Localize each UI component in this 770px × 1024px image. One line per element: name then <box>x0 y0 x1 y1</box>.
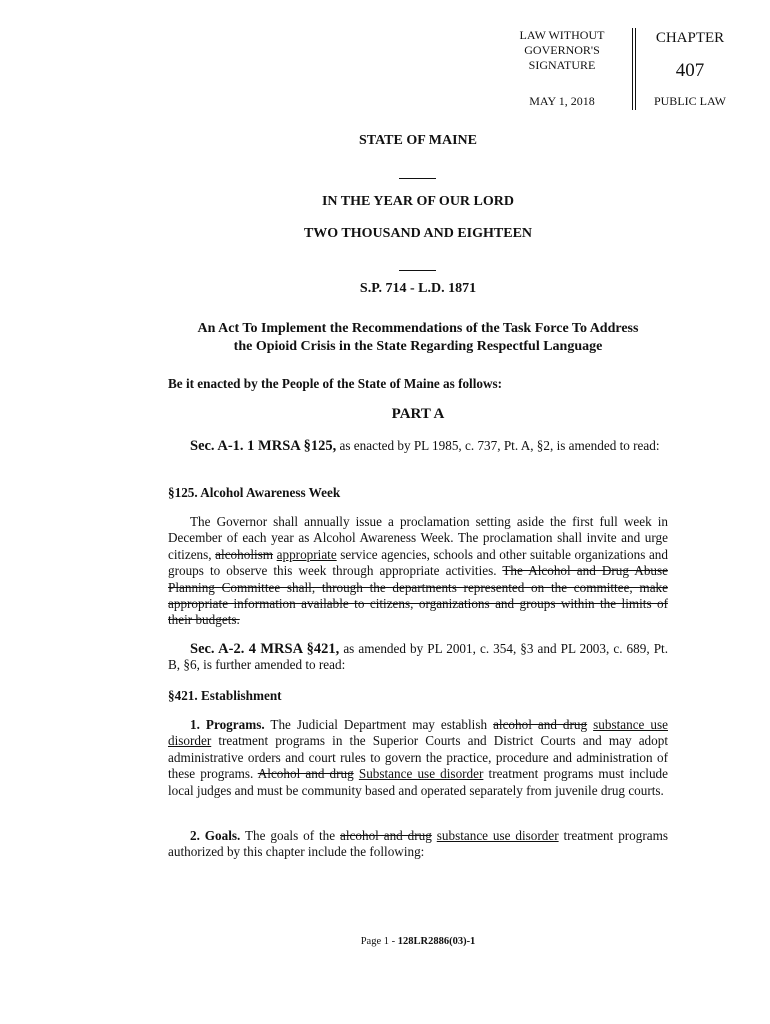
text-run: treatment programs must include local judges and must be community based and operated separately from juvenile drug courts. <box>168 766 668 798</box>
section-heading: §421. Establishment <box>168 688 282 703</box>
inserted-text: Substance use disorder <box>358 766 484 782</box>
inserted-text: substance use disorder <box>168 717 668 749</box>
document-code: 128LR2886(03)-1 <box>397 936 476 947</box>
deleted-text: alcohol and drug <box>493 717 588 732</box>
enactment-status <box>500 28 624 73</box>
text-run: treatment programs authorized by this chapter include the following: <box>168 828 669 860</box>
inserted-text: appropriate <box>276 546 337 562</box>
act-title <box>168 320 668 356</box>
enactment-date: MAY 1, 2018 <box>529 94 595 108</box>
bill-number: S.P. 714 - L.D. 1871 <box>359 281 477 296</box>
status-line: GOVERNOR'S <box>524 43 600 57</box>
text-run: The goals of the <box>240 828 341 843</box>
chapter-number: 407 <box>675 60 705 81</box>
act-title-line: An Act To Implement the Recommendations of the Task Force To Address <box>197 321 639 336</box>
section-rule <box>399 178 436 179</box>
state-title: STATE OF MAINE <box>359 133 477 148</box>
section-text: as amended by PL 2001, c. 354, §3 and PL 2003, c. 689, Pt. B, §6, is further amended to read: <box>168 641 668 673</box>
subsection-label: 1. Programs. <box>190 717 265 732</box>
year-line-2: TWO THOUSAND AND EIGHTEEN <box>303 226 533 241</box>
part-heading: PART A <box>391 406 445 422</box>
deleted-text: alcoholism <box>215 546 274 562</box>
inserted-text: substance use disorder <box>436 828 559 843</box>
text-run: treatment programs in the Superior Courts and District Courts and may adopt administrative orders and court rules to govern the practice, procedure and administration of these programs. <box>168 733 668 782</box>
section-a2 <box>168 641 668 674</box>
chapter-label: CHAPTER <box>655 30 725 46</box>
section-citation: Sec. A-2. 4 MRSA §421, <box>190 641 340 657</box>
status-line: SIGNATURE <box>528 58 596 72</box>
text-run: The Judicial Department may establish <box>264 717 494 732</box>
deleted-text: The Alcohol and Drug Abuse Planning Committee shall, through the departments represented on the committee, make appropriate information available to citizens, organizations and groups within the limits of their budgets. <box>168 563 668 628</box>
status-line: LAW WITHOUT <box>519 28 605 42</box>
section-rule <box>399 270 436 271</box>
subsection-programs <box>168 717 668 799</box>
section-text: as enacted by PL 1985, c. 737, Pt. A, §2, is amended to read: <box>336 438 660 453</box>
deleted-text: alcohol and drug <box>340 828 432 843</box>
page-footer <box>168 936 668 947</box>
section-heading: §125. Alcohol Awareness Week <box>168 485 341 500</box>
section-125-paragraph <box>168 514 668 629</box>
subsection-label: 2. Goals. <box>190 828 241 843</box>
page-number: Page 1 - <box>360 936 398 947</box>
section-a1 <box>168 438 668 454</box>
text-run: service agencies, schools and other suitable organizations and groups to observe this week through appropriate activities. <box>168 546 668 579</box>
text-run: The Governor shall annually issue a proclamation setting aside the first full week in December of each year as Alcohol Awareness Week. The proclamation shall invite and urge citizens, <box>168 514 668 562</box>
act-title-line: the Opioid Crisis in the State Regarding Respectful Language <box>233 339 603 354</box>
section-citation: Sec. A-1. 1 MRSA §125, <box>190 438 337 454</box>
header-divider <box>632 28 633 110</box>
public-law-label: PUBLIC LAW <box>653 94 727 108</box>
header-divider <box>635 28 636 110</box>
year-line-1: IN THE YEAR OF OUR LORD <box>321 194 514 209</box>
enacting-clause: Be it enacted by the People of the State of Maine as follows: <box>168 376 503 391</box>
subsection-goals <box>168 828 668 861</box>
deleted-text: Alcohol and drug <box>257 766 354 782</box>
